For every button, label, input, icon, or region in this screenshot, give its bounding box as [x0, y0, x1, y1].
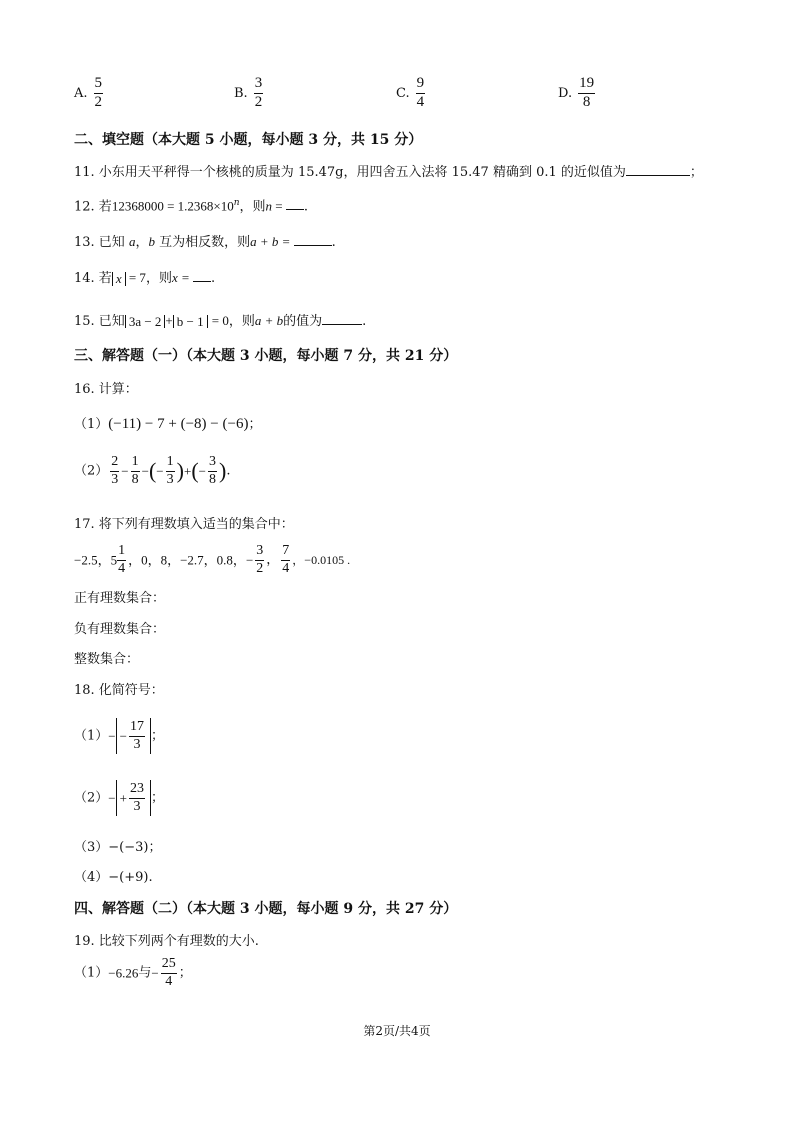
question-18-part-3: （3）−(−3)；	[74, 840, 162, 855]
question-11: 11. 小东用天平秤得一个核桃的质量为 15.47g，用四舍五入法将 15.47 精确到 0.1 的近似值为 ；	[74, 165, 703, 180]
question-18-part-1: （1）− − $\frac{17}{3}$ ；	[74, 718, 164, 754]
question-17: 17. 将下列有理数填入适当的集合中：	[74, 517, 294, 532]
positive-rational-set: 正有理数集合：	[74, 591, 166, 606]
option-b: B. $\frac{3}{2}$	[234, 75, 263, 110]
section-4-title: 四、解答题（二）（本大题 3 小题，每小题 9 分，共 27 分）	[74, 901, 458, 917]
question-13: 13. 已知 a，b 互为相反数，则a + b = .	[74, 234, 336, 250]
answer-blank	[294, 235, 332, 246]
question-17-numbers: −2.5，5 $\frac{1}{4}$ ，0，8，−2.7，0.8，− $\frac{3}{2}$ ， $\frac{7}{4}$ ，−0.0105 .	[74, 543, 351, 576]
question-12: 12. 若$12368000 = 1.2368\times 10^n$，则n = .	[74, 198, 309, 215]
answer-blank	[626, 165, 690, 176]
section-2-title: 二、填空题（本大题 5 小题，每小题 3 分，共 15 分）	[74, 132, 423, 148]
section-3-title: 三、解答题（一）（本大题 3 小题，每小题 7 分，共 21 分）	[74, 348, 458, 364]
question-18-part-4: （4）−(+9).	[74, 870, 153, 885]
question-16: 16. 计算：	[74, 382, 138, 397]
option-c: C. $\frac{9}{4}$	[396, 75, 425, 110]
absolute-value: b − 1	[173, 315, 208, 328]
option-d: D. $\frac{19}{8}$	[558, 75, 595, 110]
answer-blank	[193, 271, 211, 282]
absolute-value: x	[112, 272, 126, 286]
question-18-part-2: （2）− + $\frac{23}{3}$ ；	[74, 780, 164, 816]
question-15: 15. 已知 3a − 2 + b − 1 = 0，则a + b的值为 .	[74, 313, 367, 329]
question-19-part-1: （1）−6.26与− $\frac{25}{4}$ ；	[74, 956, 192, 989]
absolute-value: 3a − 2	[125, 315, 166, 328]
question-16-part-1: （1）(−11) − 7 + (−8) − (−6)；	[74, 416, 262, 432]
question-18: 18. 化简符号：	[74, 683, 164, 698]
question-14: 14. 若 x = 7，则x = .	[74, 270, 216, 286]
question-16-part-2: （2） $\frac{2}{3}$ − $\frac{1}{8}$ −(− $\frac{1}{3}$ )+(− $\frac{3}{8}$ ).	[74, 454, 231, 487]
absolute-value: − $\frac{17}{3}$	[116, 718, 151, 754]
integer-set: 整数集合：	[74, 652, 140, 667]
answer-blank	[286, 199, 304, 210]
option-a: A. $\frac{5}{2}$	[74, 75, 103, 110]
negative-rational-set: 负有理数集合：	[74, 622, 166, 637]
page-footer: 第2页/共4页	[363, 1024, 431, 1038]
question-19: 19. 比较下列两个有理数的大小.	[74, 934, 259, 949]
absolute-value: + $\frac{23}{3}$	[116, 780, 151, 816]
answer-blank	[322, 314, 362, 325]
